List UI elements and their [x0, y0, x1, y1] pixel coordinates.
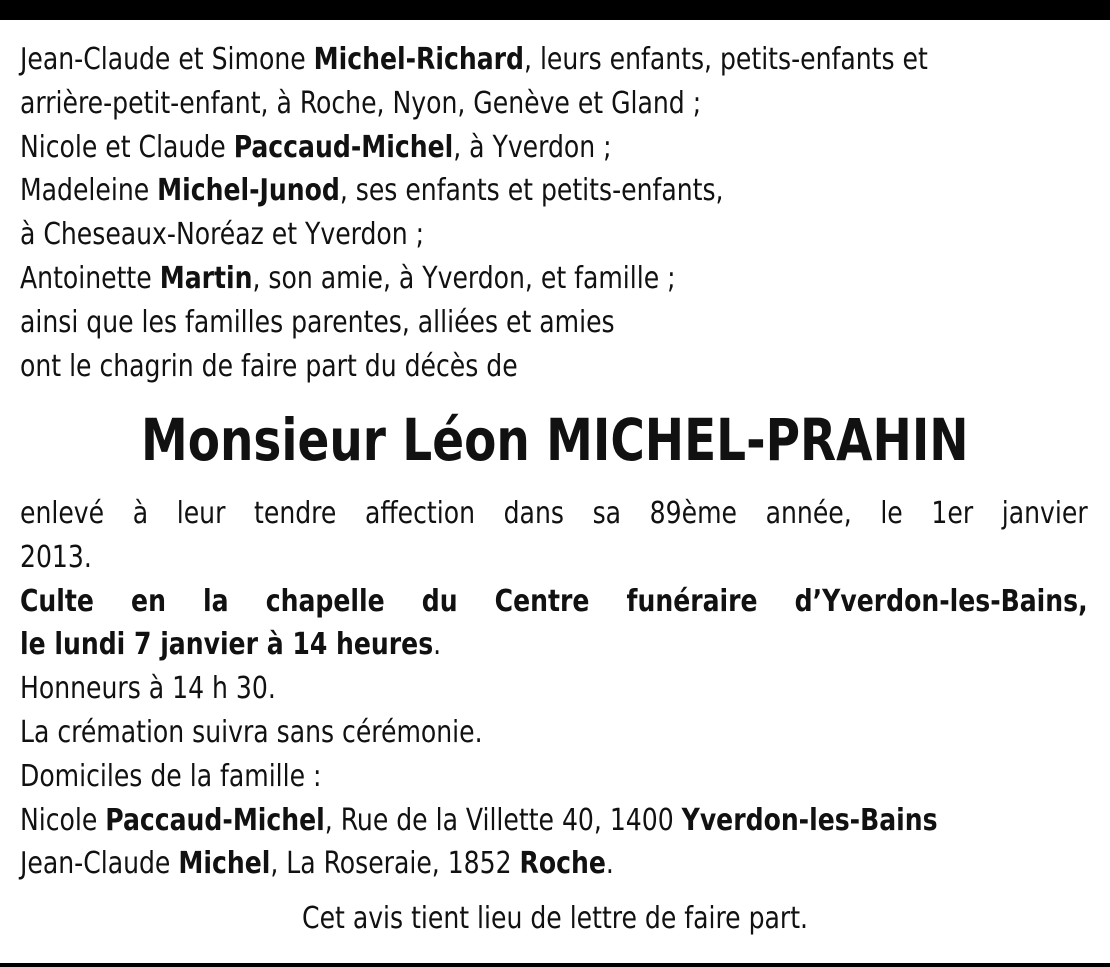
top-border-rule — [0, 0, 1110, 20]
family-name-martin: Martin — [159, 260, 253, 296]
closing-text: Cet avis tient lieu de lettre de faire part. — [302, 901, 808, 936]
family-line-4-text: Madeleine — [20, 173, 158, 209]
family-line-5: à Cheseaux-Noréaz et Yverdon ; — [20, 217, 425, 253]
service-details — [20, 492, 1088, 886]
address-2-end: . — [605, 846, 614, 882]
address-2-first-name: Jean-Claude — [20, 846, 179, 882]
service-line-2-end: . — [433, 627, 442, 663]
family-line-3-rest: , à Yverdon ; — [453, 129, 612, 165]
family-announcement — [20, 38, 1013, 388]
family-line-2: arrière-petit-enfant, à Roche, Nyon, Genève et Gland ; — [20, 85, 702, 121]
family-line-1 — [20, 38, 1013, 82]
family-line-6 — [20, 257, 1013, 301]
address-1-first-name: Nicole — [20, 802, 106, 838]
address-1-street: , Rue de la Villette 40, 1400 — [324, 802, 682, 838]
address-1-city: Yverdon-les-Bains — [681, 802, 938, 838]
bottom-border-rule — [0, 963, 1110, 967]
deceased-name-heading — [0, 405, 1110, 475]
address-1-surname: Paccaud-Michel — [105, 802, 325, 838]
address-line-2 — [20, 842, 1088, 886]
family-name-michel-richard: Michel-Richard — [313, 42, 525, 77]
service-line-1: Culte en la chapelle du Centre funéraire d’Yverdon-les-Bains, — [20, 583, 1088, 619]
family-line-3-text: Nicole et Claude — [20, 129, 234, 165]
closing-statement — [0, 897, 1110, 941]
cremation-line: La crémation suivra sans cérémonie. — [20, 714, 483, 750]
family-line-1-text: Jean-Claude et Simone — [20, 42, 314, 77]
affection-line-2: 2013. — [20, 539, 92, 575]
address-2-city: Roche — [519, 846, 606, 882]
deceased-name-text: Monsieur Léon MICHEL-PRAHIN — [141, 406, 969, 474]
affection-line-1: enlevé à leur tendre affection dans sa 89ème année, le 1er janvier — [20, 496, 1088, 531]
family-line-8: ont le chagrin de faire part du décès de — [20, 348, 518, 384]
family-line-6-text: Antoinette — [20, 260, 160, 296]
family-line-7: ainsi que les familles parentes, alliées et amies — [20, 304, 615, 340]
family-line-3 — [20, 126, 1013, 170]
family-line-4 — [20, 169, 1013, 213]
family-name-michel-junod: Michel-Junod — [157, 173, 340, 209]
service-date-time: le lundi 7 janvier à 14 heures — [20, 627, 434, 663]
address-2-surname: Michel — [178, 846, 271, 882]
domiciles-label: Domiciles de la famille : — [20, 758, 322, 794]
address-2-street: , La Roseraie, 1852 — [270, 846, 520, 882]
family-line-1-rest: , leurs enfants, petits-enfants et — [524, 42, 928, 77]
family-line-4-rest: , ses enfants et petits-enfants, — [339, 173, 724, 209]
family-name-paccaud-michel: Paccaud-Michel — [233, 129, 454, 165]
honours-line: Honneurs à 14 h 30. — [20, 671, 276, 707]
service-line-2 — [20, 623, 1088, 667]
family-line-6-rest: , son amie, à Yverdon, et famille ; — [252, 260, 676, 296]
address-line-1 — [20, 799, 1088, 843]
